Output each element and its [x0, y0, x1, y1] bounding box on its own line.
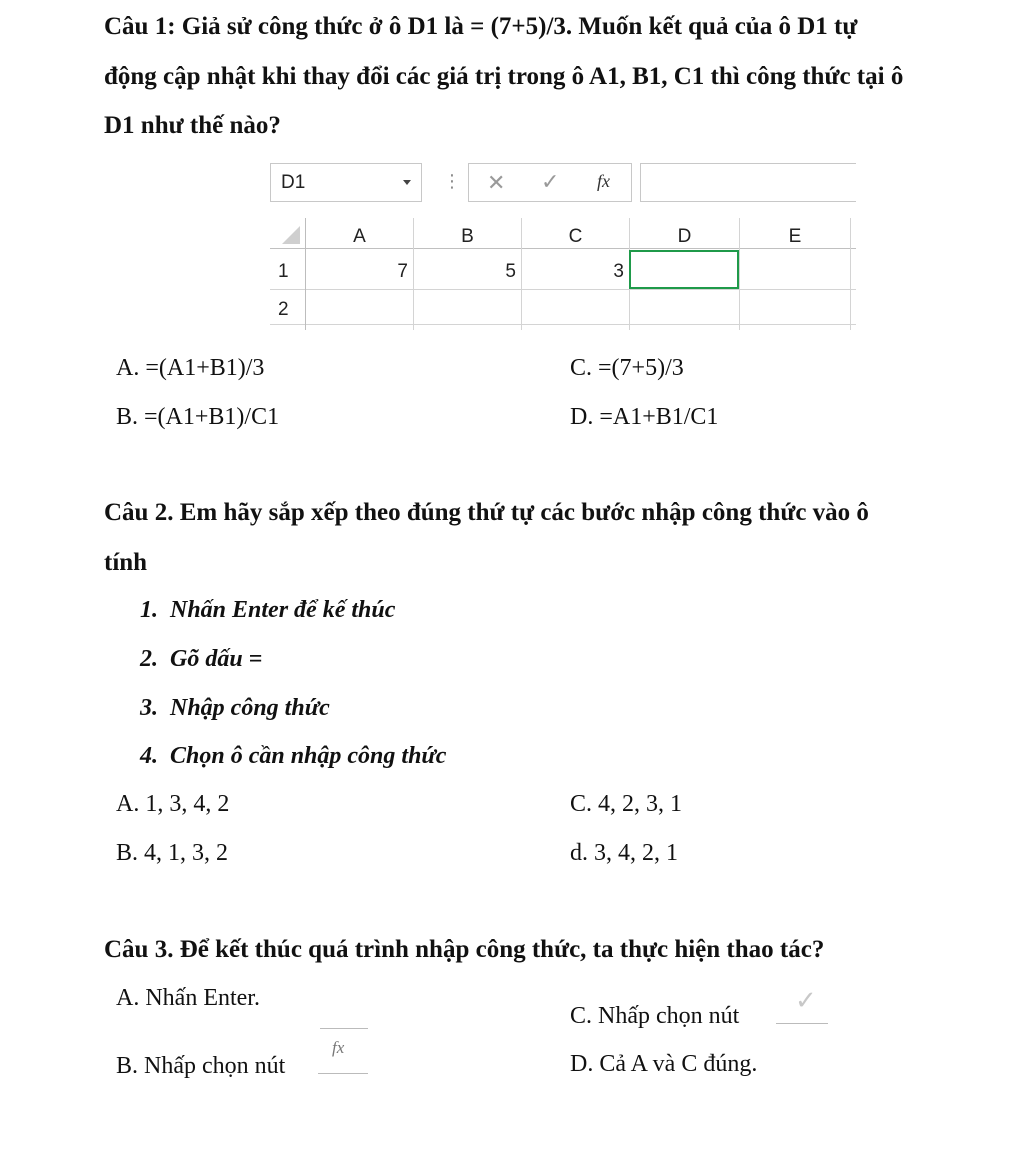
q1-option-a: A. =(A1+B1)/3: [116, 355, 265, 381]
q1-line-3: D1 như thế nào?: [104, 112, 281, 139]
name-box[interactable]: [270, 163, 422, 202]
q3-option-d: D. Cả A và C đúng.: [570, 1051, 758, 1077]
q1-line-2: động cập nhật khi thay đổi các giá trị trong ô A1, B1, C1 thì công thức tại ô: [104, 63, 904, 90]
q1-option-c: C. =(7+5)/3: [570, 355, 684, 381]
q2-option-d: d. 3, 4, 2, 1: [570, 840, 678, 866]
row-1-border: [270, 289, 856, 290]
formula-buttons: [468, 163, 632, 202]
q3-line-1: Câu 3. Để kết thúc quá trình nhập công thức, ta thực hiện thao tác?: [104, 936, 825, 963]
row-header-2[interactable]: 2: [278, 299, 289, 320]
enter-check-icon[interactable]: ✓: [541, 169, 560, 194]
column-header-e[interactable]: E: [788, 226, 802, 247]
q1-option-d: D. =A1+B1/C1: [570, 404, 719, 430]
cell-a1[interactable]: 7: [397, 261, 408, 282]
formula-bar-input[interactable]: [640, 163, 856, 202]
column-header-a[interactable]: A: [353, 226, 366, 247]
q2-step-4: 4. Chọn ô cần nhập công thức: [140, 743, 447, 769]
vertical-dots-icon: ⋮: [443, 171, 461, 191]
select-all-corner[interactable]: [282, 226, 300, 244]
fx-icon-q3: fx: [332, 1038, 345, 1057]
q2-line-1: Câu 2. Em hãy sắp xếp theo đúng thứ tự các bước nhập công thức vào ô: [104, 499, 869, 526]
q1-option-b: B. =(A1+B1)/C1: [116, 404, 280, 430]
q2-option-b: B. 4, 1, 3, 2: [116, 840, 229, 866]
q3-option-c: C. Nhấp chọn nút: [570, 1003, 740, 1029]
q1-line-1: Câu 1: Giả sử công thức ở ô D1 là = (7+5)/3. Muốn kết quả của ô D1 tự: [104, 13, 858, 40]
cell-d1-selected[interactable]: [629, 250, 739, 289]
q2-option-a: A. 1, 3, 4, 2: [116, 791, 230, 817]
col-e-border: [850, 218, 851, 330]
header-row-border: [270, 248, 856, 249]
cell-b1[interactable]: 5: [505, 261, 516, 282]
q3-option-a: A. Nhấn Enter.: [116, 985, 260, 1011]
row-header-1[interactable]: 1: [278, 261, 289, 282]
cell-c1[interactable]: 3: [613, 261, 624, 282]
row-2-border: [270, 324, 856, 325]
column-header-d[interactable]: D: [677, 226, 692, 247]
fx-button-top-line: [320, 1028, 368, 1029]
q2-step-3: 3. Nhập công thức: [140, 695, 330, 721]
q2-step-2: 2. Gõ dấu =: [140, 646, 263, 672]
check-icon: ✓: [795, 986, 817, 1016]
q2-line-2: tính: [104, 549, 148, 576]
check-button-underline: [776, 1023, 828, 1024]
cancel-icon[interactable]: ✕: [487, 170, 506, 195]
q2-option-c: C. 4, 2, 3, 1: [570, 791, 683, 817]
q2-step-1: 1. Nhấn Enter để kế thúc: [140, 597, 396, 623]
column-header-b[interactable]: B: [461, 226, 474, 247]
name-box-value: D1: [281, 172, 306, 193]
fx-button-underline: [318, 1073, 368, 1074]
q3-option-b: B. Nhấp chọn nút: [116, 1053, 286, 1079]
chevron-down-icon[interactable]: [403, 180, 411, 185]
fx-icon[interactable]: fx: [597, 171, 610, 191]
column-header-c[interactable]: C: [568, 226, 583, 247]
